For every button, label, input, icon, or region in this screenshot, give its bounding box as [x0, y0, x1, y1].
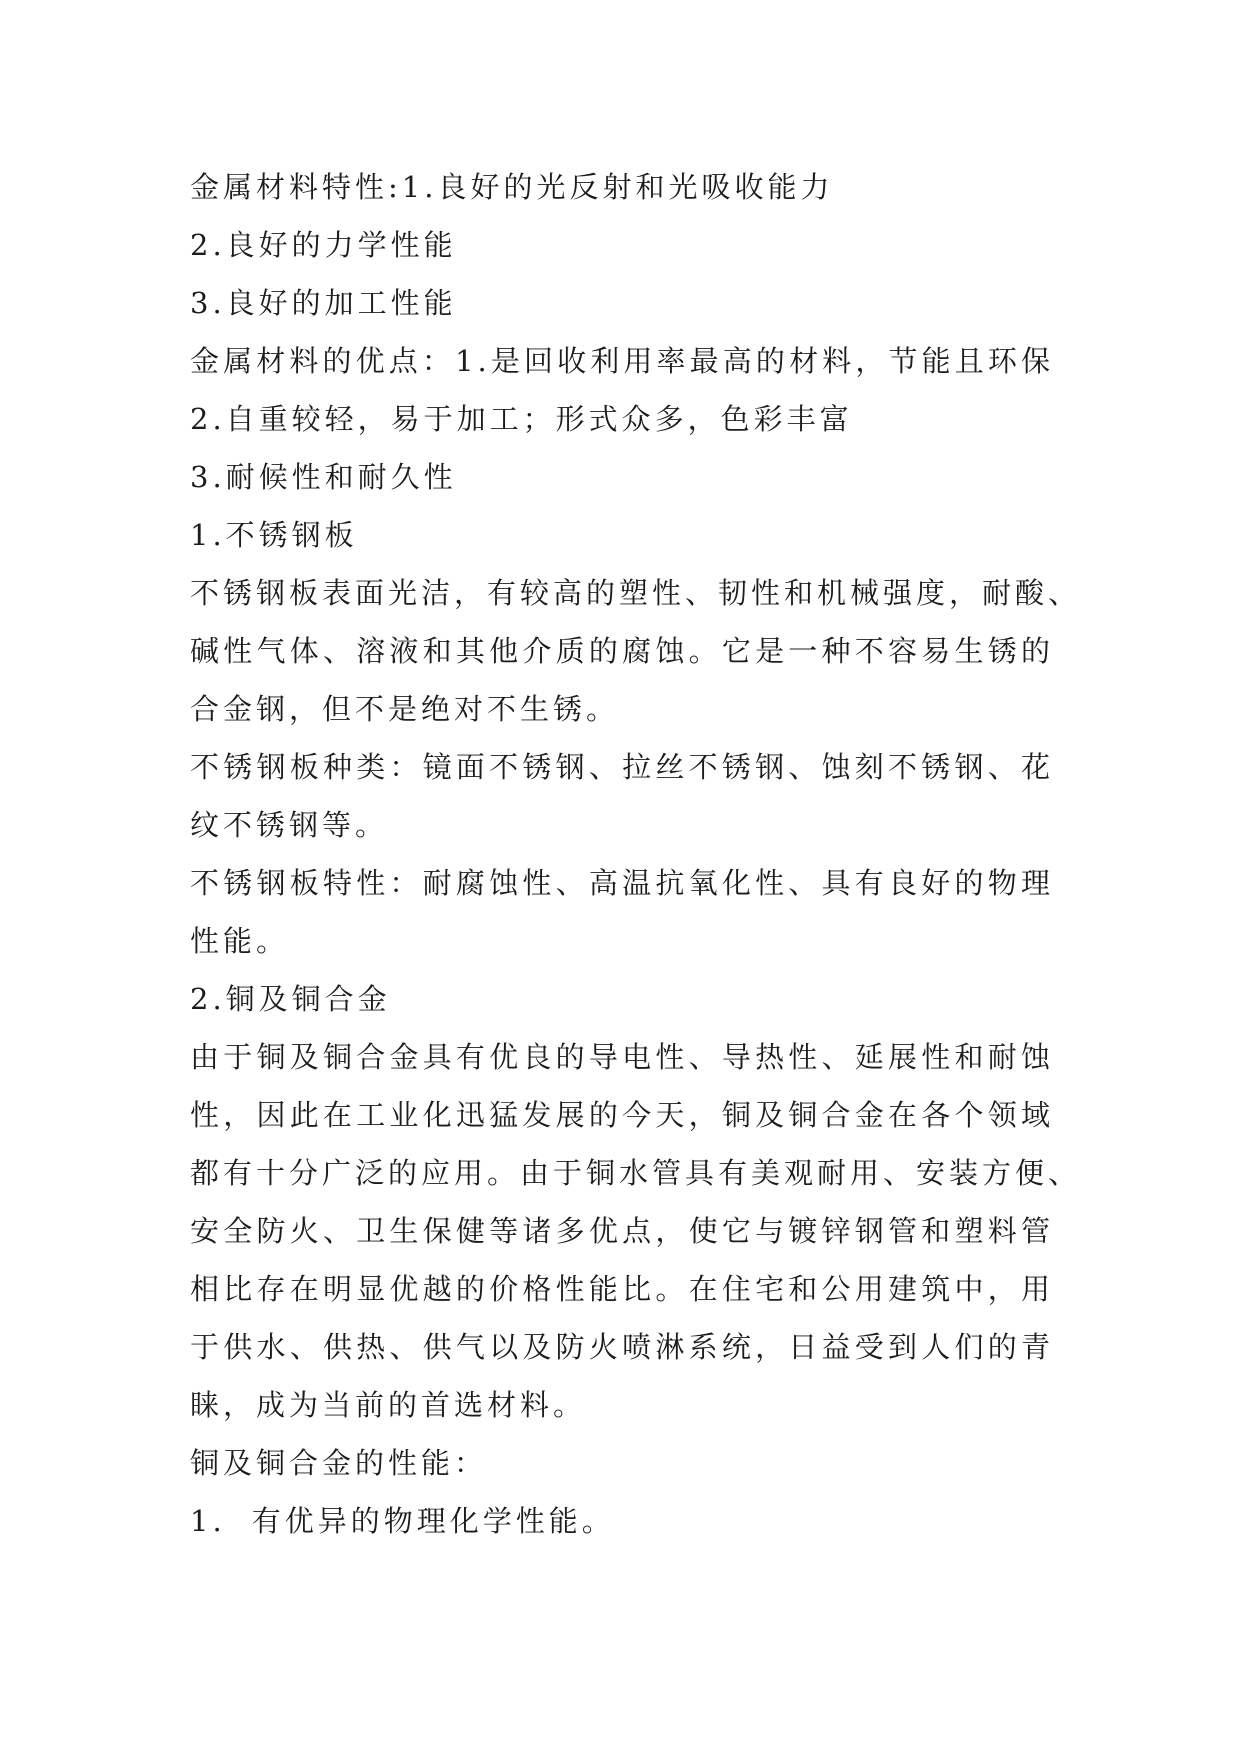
- paragraph-line: 于供水、供热、供气以及防火喷淋系统，日益受到人们的青: [190, 1330, 1054, 1364]
- paragraph-line: 不锈钢板种类：镜面不锈钢、拉丝不锈钢、蚀刻不锈钢、花: [190, 750, 1054, 784]
- list-item-text: 有优异的物理化学性能。: [251, 1504, 615, 1538]
- section-heading-stainless-steel: 1.不锈钢板: [190, 518, 358, 552]
- paragraph-line: 碱性气体、溶液和其他介质的腐蚀。它是一种不容易生锈的: [190, 634, 1054, 668]
- text-line-copper-properties-heading: 铜及铜合金的性能：: [190, 1446, 488, 1480]
- list-item: [190, 1492, 1054, 1550]
- paragraph-line: 合金钢，但不是绝对不生锈。: [190, 692, 620, 726]
- text-line-mechanical: 2.良好的力学性能: [190, 228, 457, 262]
- paragraph-line: 纹不锈钢等。: [190, 808, 389, 842]
- list-item-number: 1.: [190, 1504, 226, 1538]
- paragraph-line: 性能。: [190, 924, 290, 958]
- paragraph-line: 由于铜及铜合金具有优良的导电性、导热性、延展性和耐蚀: [190, 1040, 1054, 1074]
- paragraph-line: 不锈钢板表面光洁，有较高的塑性、韧性和机械强度，耐酸、: [190, 576, 1082, 610]
- paragraph-line: 相比存在明显优越的价格性能比。在住宅和公用建筑中，用: [190, 1272, 1054, 1306]
- text-line-light-weight: 2.自重较轻，易于加工；形式众多，色彩丰富: [190, 402, 853, 436]
- text-line-durability: 3.耐候性和耐久性: [190, 460, 457, 494]
- section-heading-copper: 2.铜及铜合金: [190, 982, 391, 1016]
- text-line-metal-advantages: 金属材料的优点：1.是回收利用率最高的材料，节能且环保: [190, 344, 1054, 378]
- paragraph-line: 安全防火、卫生保健等诸多优点，使它与镀锌钢管和塑料管: [190, 1214, 1054, 1248]
- paragraph-line: 睐，成为当前的首选材料。: [190, 1388, 587, 1422]
- text-line-processing: 3.良好的加工性能: [190, 286, 457, 320]
- paragraph-line: 不锈钢板特性：耐腐蚀性、高温抗氧化性、具有良好的物理: [190, 866, 1054, 900]
- text-line-metal-properties-heading: 金属材料特性:1.良好的光反射和光吸收能力: [190, 170, 834, 204]
- paragraph-line: 都有十分广泛的应用。由于铜水管具有美观耐用、安装方便、: [190, 1156, 1082, 1190]
- document-body: [190, 158, 1082, 1550]
- paragraph-line: 性，因此在工业化迅猛发展的今天，铜及铜合金在各个领域: [190, 1098, 1054, 1132]
